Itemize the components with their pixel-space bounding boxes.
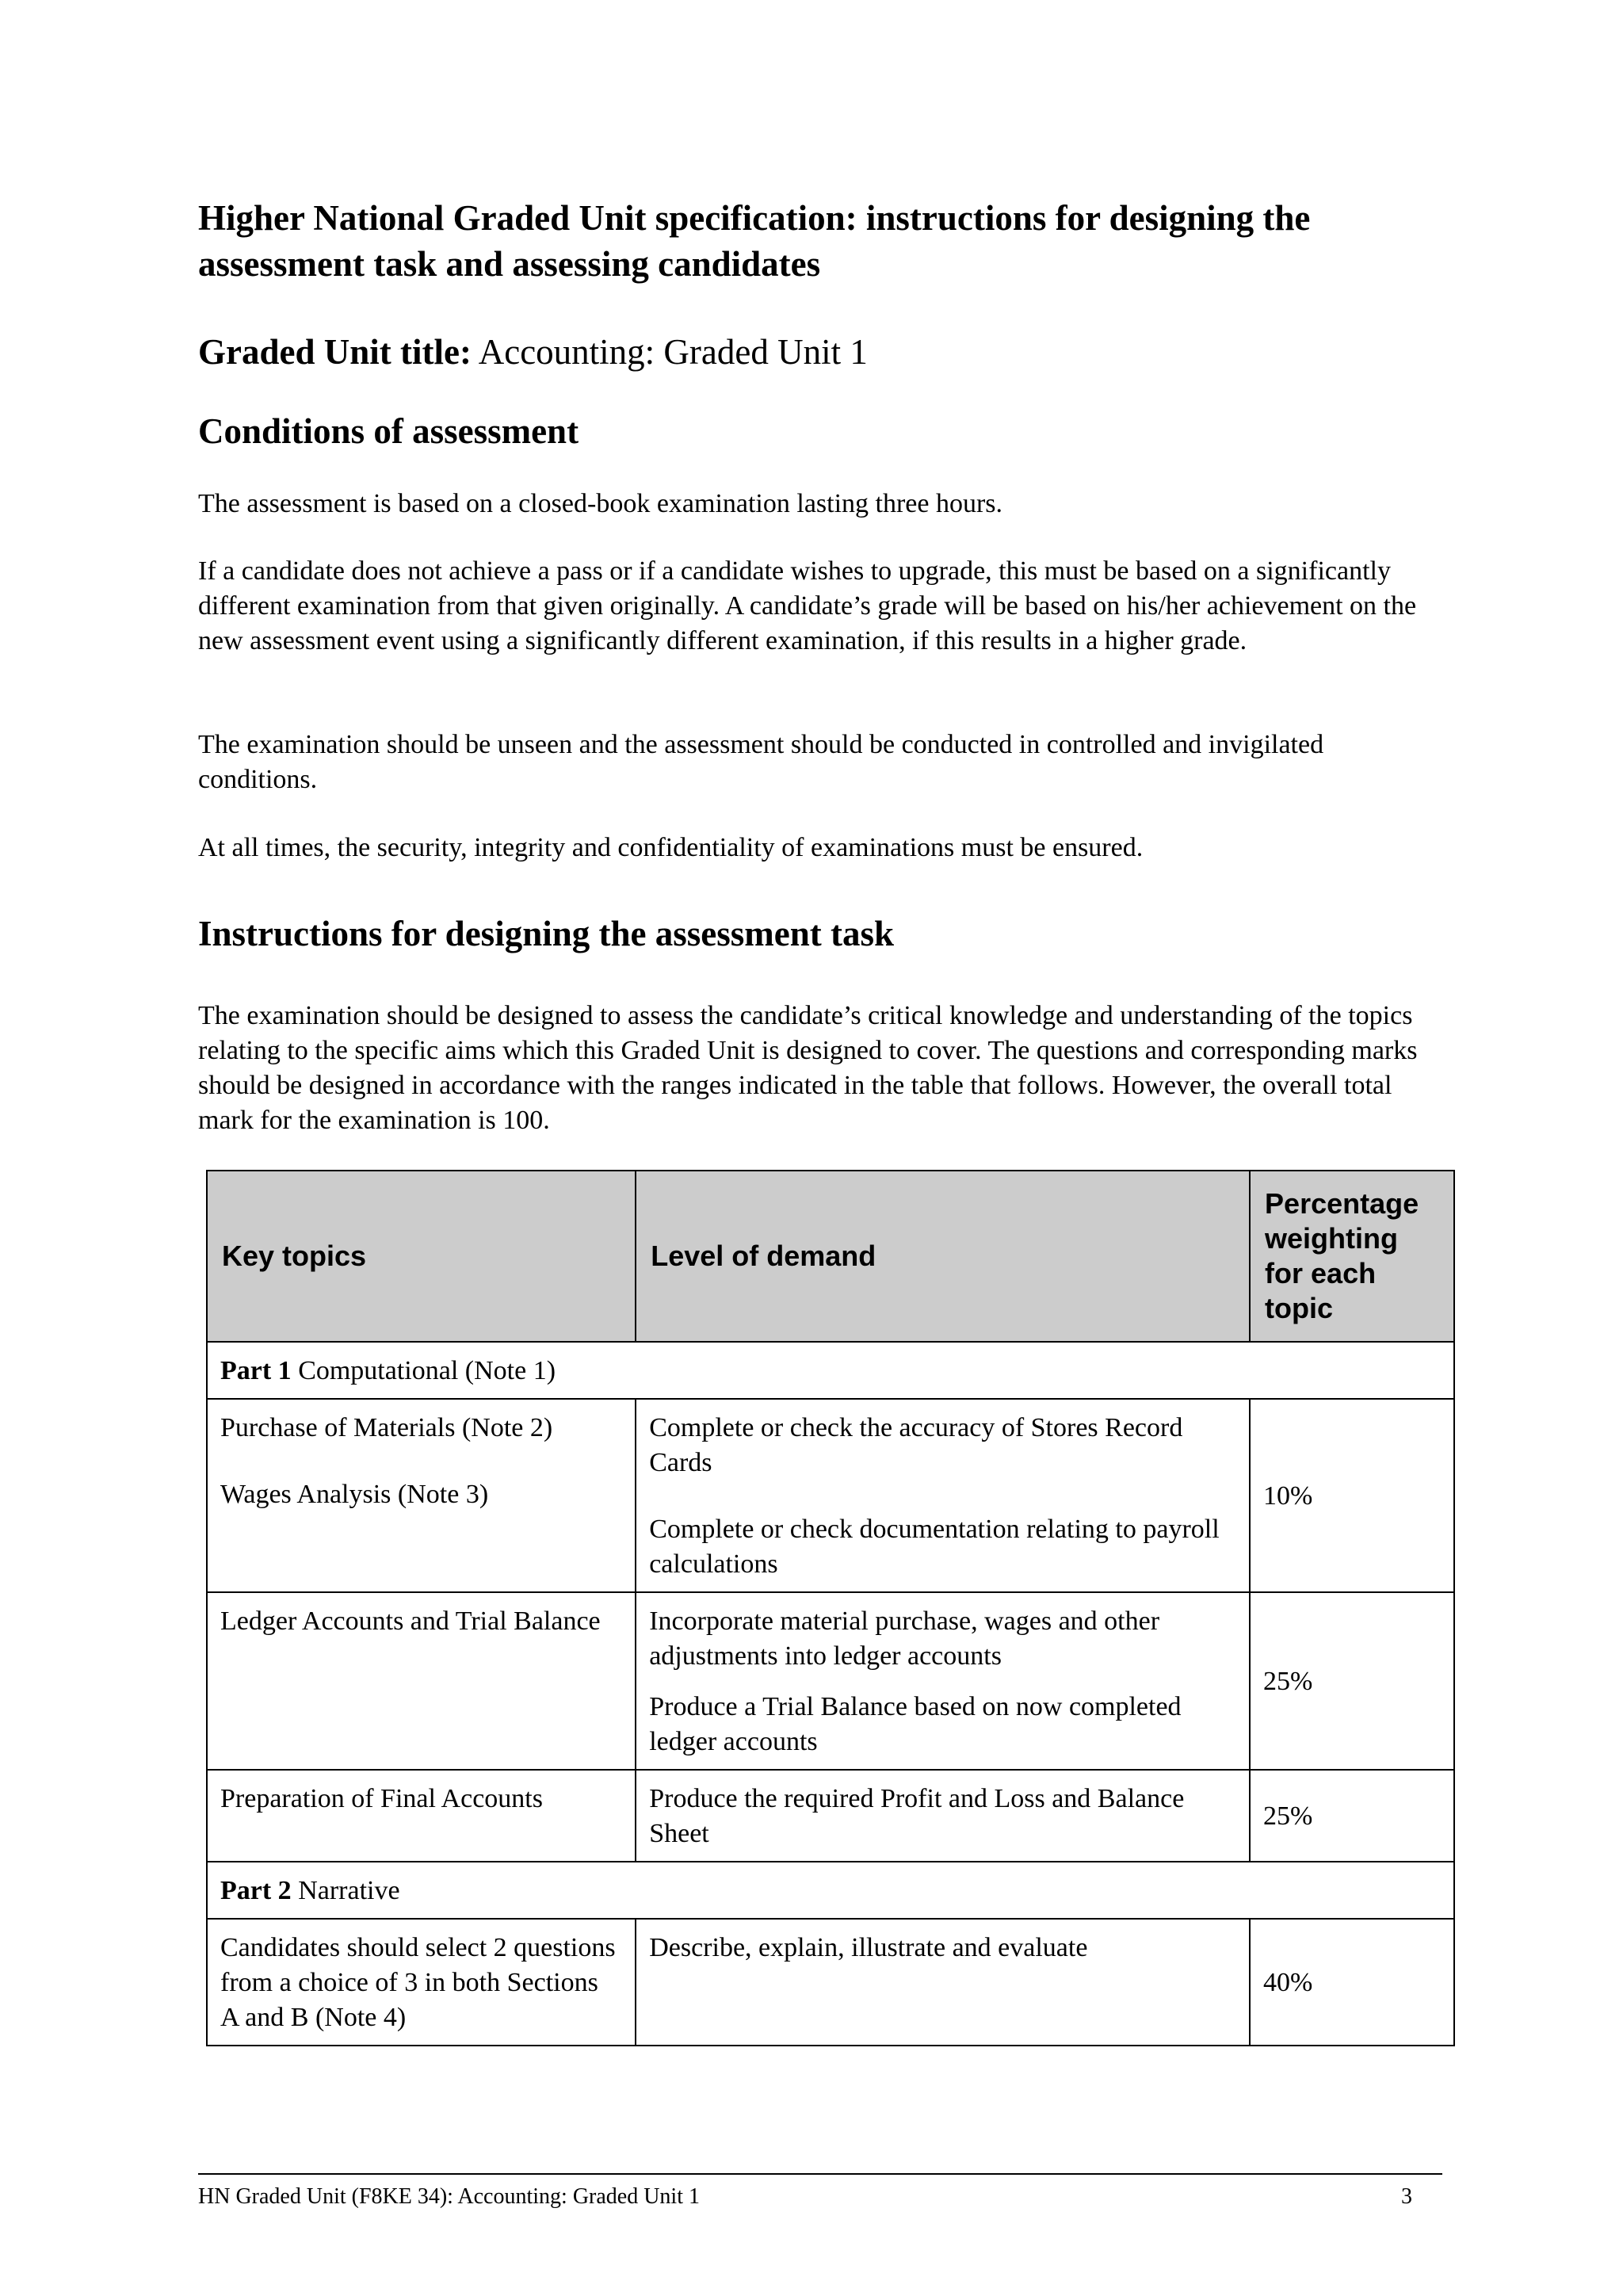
ledger-percentage: 25% <box>1250 1592 1454 1770</box>
weighting-table <box>206 1170 1455 2046</box>
topic-cell <box>207 1399 636 1592</box>
materials-topic: Purchase of Materials (Note 2) <box>220 1413 553 1442</box>
page-footer <box>198 2173 1442 2211</box>
conditions-paragraph-2: If a candidate does not achieve a pass or if a candidate wishes to upgrade, this must be based on a significantly different examination from that given originally. A candidate’s grade will be based on his/her achievement on the new assessment event using a significantly different examination, if this results in a higher grade. <box>198 556 1417 655</box>
conditions-paragraph-3: The examination should be unseen and the assessment should be conducted in controlled and invigilated conditions. <box>198 730 1324 794</box>
header-key-topics: Key topics <box>207 1171 636 1342</box>
instructions-paragraph: The examination should be designed to assess the candidate’s critical knowledge and understanding of the topics relating to the specific aims which this Graded Unit is designed to cover. The questions and corresponding marks should be designed in accordance with the ranges indicated in the table that follows. However, the overall total mark for the examination is 100. <box>198 1001 1418 1135</box>
unit-title-value: Accounting: Graded Unit 1 <box>471 332 868 372</box>
graded-unit-title <box>198 328 868 376</box>
conditions-paragraph-4: At all times, the security, integrity and confidentiality of examinations must be ensured. <box>198 833 1144 862</box>
part-2-text: Narrative <box>291 1876 400 1905</box>
narrative-topic: Candidates should select 2 questions from a choice of 3 in both Sections A and B (Note 4) <box>207 1919 636 2046</box>
table-row <box>207 1592 1454 1770</box>
table-row <box>207 1862 1454 1919</box>
part-1-row <box>207 1342 1454 1399</box>
page-number: 3 <box>1401 2184 1412 2209</box>
materials-demand: Complete or check the accuracy of Stores Record Cards <box>649 1413 1183 1477</box>
ledger-topic: Ledger Accounts and Trial Balance <box>207 1592 636 1770</box>
part-1-label: Part 1 <box>220 1356 292 1385</box>
header-percentage-weighting: Percentage weighting for each topic <box>1250 1171 1454 1342</box>
wages-topic: Wages Analysis (Note 3) <box>220 1480 489 1509</box>
narrative-percentage: 40% <box>1250 1919 1454 2046</box>
conditions-heading: Conditions of assessment <box>198 411 579 451</box>
demand-cell <box>636 1592 1250 1770</box>
ledger-demand-2: Produce a Trial Balance based on now completed ledger accounts <box>649 1692 1182 1756</box>
main-heading: Higher National Graded Unit specification: instructions for designing the assessment task and assessing candidates <box>198 198 1311 284</box>
demand-cell <box>636 1399 1250 1592</box>
materials-wages-percentage: 10% <box>1250 1399 1454 1592</box>
footer-text: HN Graded Unit (F8KE 34): Accounting: Graded Unit 1 <box>198 2184 700 2209</box>
instructions-heading: Instructions for designing the assessment task <box>198 914 895 953</box>
table-header-row <box>207 1171 1454 1342</box>
table-row <box>207 1770 1454 1862</box>
table-row <box>207 1342 1454 1399</box>
unit-title-label: Graded Unit title: <box>198 332 472 372</box>
table-row <box>207 1919 1454 2046</box>
header-level-of-demand: Level of demand <box>636 1171 1250 1342</box>
final-accounts-percentage: 25% <box>1250 1770 1454 1862</box>
final-accounts-topic: Preparation of Final Accounts <box>207 1770 636 1862</box>
part-2-label: Part 2 <box>220 1876 292 1905</box>
table-row <box>207 1399 1454 1592</box>
part-1-text: Computational (Note 1) <box>291 1356 556 1385</box>
part-2-row <box>207 1862 1454 1919</box>
conditions-paragraph-1: The assessment is based on a closed-book examination lasting three hours. <box>198 489 1003 518</box>
final-accounts-demand: Produce the required Profit and Loss and Balance Sheet <box>636 1770 1250 1862</box>
narrative-demand: Describe, explain, illustrate and evaluate <box>636 1919 1250 2046</box>
ledger-demand-1: Incorporate material purchase, wages and other adjustments into ledger accounts <box>649 1606 1160 1671</box>
wages-demand: Complete or check documentation relating to payroll calculations <box>649 1515 1220 1579</box>
